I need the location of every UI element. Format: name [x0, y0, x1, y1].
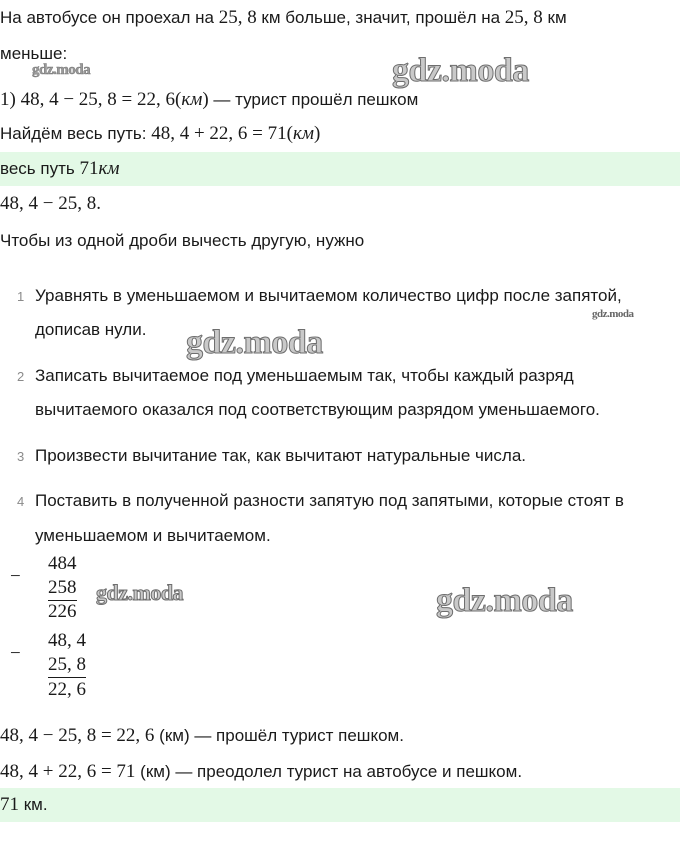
rule-intro: Чтобы из одной дроби вычесть другую, нужно — [0, 231, 365, 250]
result-line-2 — [0, 760, 522, 784]
step-number: 4 — [17, 494, 25, 509]
intro-line-2: меньше: — [0, 44, 68, 63]
intro-line-1 — [0, 6, 567, 30]
intro-text: км — [542, 8, 567, 27]
step-text: Уравнять в уменьшаемом и вычитаемом количество цифр после запятой, — [35, 286, 622, 305]
result-text: (км) — прошёл турист пешком. — [154, 726, 404, 745]
watermark: gdz.moda — [436, 582, 573, 619]
expression: 48, 4 − 25, 8. — [0, 193, 101, 214]
step-number: 1 — [17, 289, 25, 304]
calc-line-2 — [0, 122, 320, 146]
calc-unit: км — [181, 89, 203, 110]
watermark: gdz.moda — [392, 52, 529, 89]
step-text: дописав нули. — [35, 320, 147, 339]
column-minuend: 48, 4 — [48, 630, 86, 651]
minus-sign: − — [10, 643, 21, 664]
step-number: 2 — [17, 369, 25, 384]
result-text: (км) — преодолел турист на автобусе и пешком. — [135, 762, 523, 781]
calc-bracket: ) — [202, 89, 209, 110]
answer-value: 71 — [0, 794, 19, 815]
watermark: gdz.moda — [592, 308, 634, 320]
answer-unit: км — [98, 158, 120, 179]
step-text: вычитаемого оказался под соответствующим разрядом уменьшаемого. — [35, 400, 600, 419]
result-line-1 — [0, 724, 404, 748]
calc-text: — турист прошёл пешком — [208, 90, 419, 109]
step-number: 3 — [17, 449, 25, 464]
calc-line-1 — [0, 88, 418, 112]
watermark: gdz.moda — [32, 62, 91, 78]
column-subtraction-2 — [48, 629, 86, 701]
answer-label: весь путь — [0, 159, 80, 178]
step-text: уменьшаемом и вычитаемом. — [35, 526, 271, 545]
column-subtrahend: 258 — [48, 576, 77, 601]
result-expression: 48, 4 + 22, 6 = 71 — [0, 761, 136, 782]
calc-unit: км — [292, 123, 314, 144]
column-subtraction-1 — [48, 552, 77, 624]
intro-number: 25, 8 — [218, 7, 257, 28]
minus-sign: − — [10, 566, 21, 587]
watermark: gdz.moda — [186, 324, 323, 361]
answer-text: км. — [19, 795, 48, 814]
step-text: Записать вычитаемое под уменьшаемым так, чтобы каждый разряд — [35, 366, 574, 385]
calc-bracket: ) — [313, 123, 321, 144]
column-result: 22, 6 — [48, 679, 86, 700]
intro-text: На автобусе он проехал на — [0, 8, 219, 27]
calc-label: Найдём весь путь: — [0, 124, 152, 143]
watermark: gdz.moda — [96, 580, 184, 605]
calc-expression: 1) 48, 4 − 25, 8 = 22, 6( — [0, 89, 182, 110]
result-expression: 48, 4 − 25, 8 = 22, 6 — [0, 725, 155, 746]
intro-text: км больше, значит, прошёл на — [256, 8, 505, 27]
answer-block-1 — [0, 152, 680, 186]
column-result: 226 — [48, 601, 77, 622]
calc-expression: 48, 4 + 22, 6 = 71( — [151, 123, 293, 144]
answer-block-2 — [0, 788, 680, 822]
step-text: Поставить в полученной разности запятую под запятыми, которые стоят в — [35, 491, 624, 510]
step-text: Произвести вычитание так, как вычитают натуральные числа. — [35, 446, 527, 465]
column-subtrahend: 25, 8 — [48, 654, 86, 675]
column-minuend: 484 — [48, 553, 77, 574]
answer-value: 71 — [79, 158, 99, 179]
intro-number: 25, 8 — [504, 7, 543, 28]
